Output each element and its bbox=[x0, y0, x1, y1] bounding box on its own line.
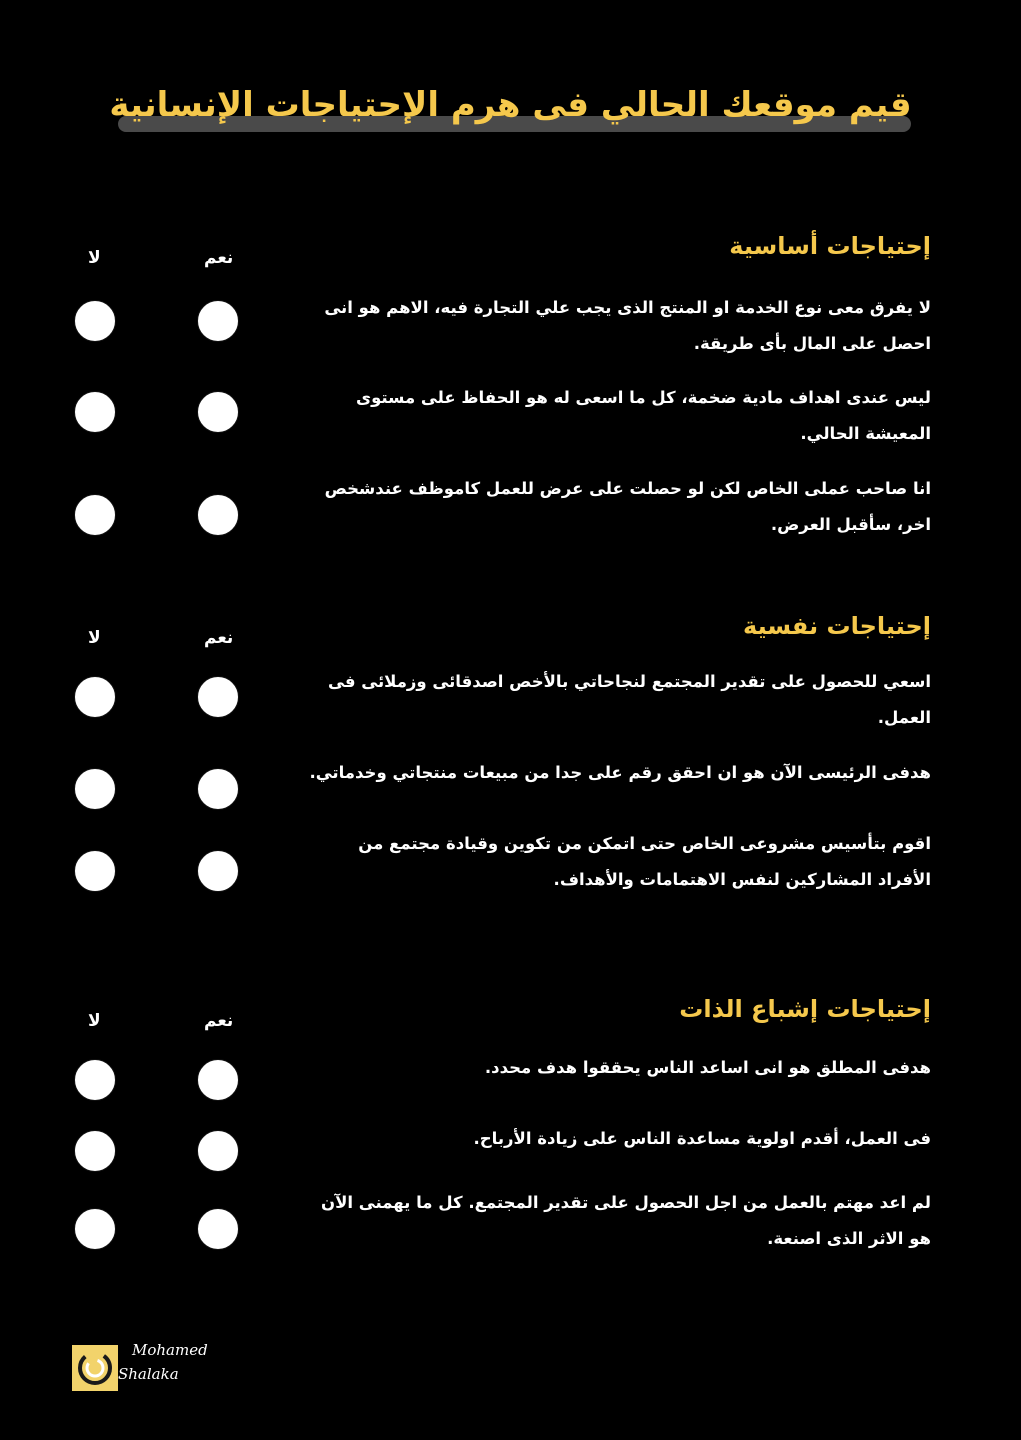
no-radio[interactable] bbox=[74, 391, 116, 433]
page-title: قيم موقعك الحالي فى هرم الإحتياجات الإنسانية bbox=[109, 85, 912, 125]
question-text: لم اعد مهتم بالعمل من اجل الحصول على تقدير المجتمع. كل ما يهمنى الآن هو الاثر الذى اصنعة. bbox=[321, 1193, 931, 1248]
section-title-self-actualization: إحتياجات إشباع الذات bbox=[679, 995, 931, 1023]
title-wrap bbox=[0, 82, 1021, 128]
yes-radio[interactable] bbox=[197, 391, 239, 433]
no-radio[interactable] bbox=[74, 1208, 116, 1250]
yes-radio[interactable] bbox=[197, 768, 239, 810]
question-text: ليس عندى اهداف مادية ضخمة، كل ما اسعى له هو الحفاظ على مستوى المعيشة الحالي. bbox=[355, 388, 931, 443]
yes-radio[interactable] bbox=[197, 1130, 239, 1172]
signature bbox=[118, 1338, 208, 1394]
no-radio[interactable] bbox=[74, 768, 116, 810]
no-radio[interactable] bbox=[74, 1130, 116, 1172]
no-radio[interactable] bbox=[74, 676, 116, 718]
question-text: اسعي للحصول على تقدير المجتمع لنجاحاتي بالأخص اصدقائى وزملائى فى العمل. bbox=[328, 672, 931, 727]
yes-radio[interactable] bbox=[197, 494, 239, 536]
no-label: لا bbox=[88, 1011, 101, 1031]
question-text: فى العمل، أقدم اولوية مساعدة الناس على زيادة الأرباح. bbox=[473, 1129, 931, 1148]
question-text: هدفى المطلق هو انى اساعد الناس يحققوا هدف محدد. bbox=[484, 1058, 931, 1077]
no-radio[interactable] bbox=[74, 494, 116, 536]
no-radio[interactable] bbox=[74, 1059, 116, 1101]
yes-radio[interactable] bbox=[197, 1059, 239, 1101]
no-radio[interactable] bbox=[74, 300, 116, 342]
yes-radio[interactable] bbox=[197, 1208, 239, 1250]
question-text: لا يفرق معى نوع الخدمة او المنتج الذى يجب علي التجارة فيه، الاهم هو انى احصل على المال بأى طريقة. bbox=[324, 298, 931, 353]
yes-radio[interactable] bbox=[197, 300, 239, 342]
circle-swirl-logo-icon bbox=[72, 1345, 118, 1391]
no-label: لا bbox=[88, 248, 101, 268]
question-text: اقوم بتأسيس مشروعى الخاص حتى اتمكن من تكوين وقيادة مجتمع من الأفراد المشاركين لنفس الاهتمامات والأهداف. bbox=[358, 834, 931, 889]
question-text: هدفى الرئيسى الآن هو ان احقق رقم على جدا من مبيعات منتجاتي وخدماتي. bbox=[309, 763, 931, 782]
yes-label: نعم bbox=[204, 628, 234, 648]
signature-line2: Shalaka bbox=[118, 1365, 179, 1383]
section-title-basic: إحتياجات أساسية bbox=[729, 232, 931, 260]
no-radio[interactable] bbox=[74, 850, 116, 892]
section-title-psychological: إحتياجات نفسية bbox=[743, 612, 931, 640]
yes-radio[interactable] bbox=[197, 676, 239, 718]
question-text: انا صاحب عملى الخاص لكن لو حصلت على عرض للعمل كاموظف عندشخص اخر، سأقبل العرض. bbox=[324, 479, 931, 534]
yes-label: نعم bbox=[204, 1011, 234, 1031]
signature-line1: Mohamed bbox=[132, 1341, 208, 1359]
no-label: لا bbox=[88, 628, 101, 648]
yes-label: نعم bbox=[204, 248, 234, 268]
yes-radio[interactable] bbox=[197, 850, 239, 892]
